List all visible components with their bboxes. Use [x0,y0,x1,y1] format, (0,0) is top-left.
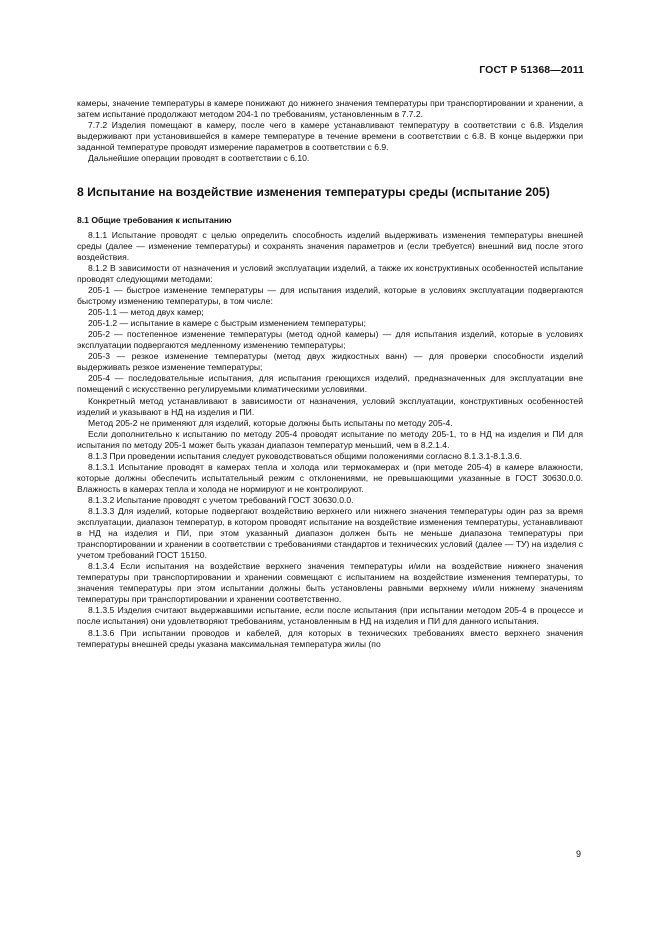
section-heading: 8 Испытание на воздействие изменения температуры среды (испытание 205) [77,185,550,200]
paragraph: 8.1.1 Испытание проводят с целью определить способность изделий выдерживать изменения температуры внешней среды (далее — изменение температуры) и сохранять значения параметров и (если требуется) внешний вид после этого воздействия. [77,229,583,262]
page-number: 9 [575,849,581,859]
document-header: ГОСТ Р 51368—2011 [479,64,584,76]
paragraph: Конкретный метод устанавливают в зависимости от назначения, условий эксплуатации, конструктивных особенностей изделий и указывают в НД на изделия и ПИ. [77,395,583,417]
paragraph: Если дополнительно к испытанию по методу 205-4 проводят испытание по методу 205-1, то в НД на изделия и ПИ для испытания по методу 205-1 может быть указан диапазон температур меньший, чем в 8.2.1.4. [77,428,583,450]
spacer [77,200,583,215]
paragraph: 8.1.2 В зависимости от назначения и условий эксплуатации изделий, а также их конструктивных особенностей испытание проводят следующими методами: [77,262,583,285]
paragraph: 205-3 — резкое изменение температуры (метод двух жидкостных ванн) — для проверки способности изделий выдерживать резкое изменение температуры; [77,351,583,373]
paragraph: 205-1.2 — испытание в камере с быстрым изменением температуры; [88,318,366,329]
paragraph: 8.1.3.6 При испытании проводов и кабелей, для которых в технических требованиях вместо верхнего значения температуры внешней среды указана максимальная температура жилы (по [77,627,583,649]
paragraph: 8.1.3.3 Для изделий, которые подвергают воздействию верхнего или нижнего значения температуры один раз за время эксплуатации, диапазон температур, в котором проводят испытание на воздействие изменения температуры, устанавливают в НД на изделия и ПИ, при этом указанный диапазон должен быть не меньше диапазона температуры при транспортировании и хранении в соответствии с требованиями стандартов и технических условий (далее — ТУ) на изделия с учетом требований ГОСТ 15150. [77,506,583,561]
spacer [77,164,583,185]
paragraph: 8.1.3.1 Испытание проводят в камерах тепла и холода или термокамерах и (при методе 205-4) в камере влажности, которые должны обеспечить испытательный режим с отклонениями, не превышающими указанные в ГОСТ 30630.0.0. Влажность в камерах тепла и холода не нормируют и не контролируют. [77,461,583,494]
paragraph: 205-1 — быстрое изменение температуры — для испытания изделий, которые в условиях эксплуатации подвергаются быстрому изменению температуры, в том числе: [77,285,583,307]
paragraph: Метод 205-2 не применяют для изделий, которые должны быть испытаны по методу 205-4. [88,417,453,428]
subsection-heading: 8.1 Общие требования к испытанию [77,214,232,225]
paragraph: 205-4 — последовательные испытания, для испытания греющихся изделий, предназначенных для эксплуатации вне помещений с искусственно регулируемыми климатическими условиями. [77,373,583,395]
paragraph: 8.1.3 При проведении испытания следует руководствоваться общими положениями согласно 8.1.3.1-8.1.3.6. [88,450,522,461]
paragraph: 205-2 — постепенное изменение температуры (метод одной камеры) — для испытания изделий, которые в условиях эксплуатации подвергаются медленному изменению температуры; [77,329,583,351]
paragraph: 8.1.3.4 Если испытания на воздействие верхнего значения температуры и/или на воздействие нижнего значения температуры при транспортировании и хранении совмещают с испытанием на воздействие изменения температуры, то значения температуры при этом испытании должны быть установлены равными верхнему и/или нижнему значениям температуры при транспортировании и хранении соответственно. [77,561,583,605]
paragraph: 205-1.1 — метод двух камер; [88,307,204,318]
paragraph: 7.7.2 Изделия помещают в камеру, после чего в камере устанавливают температуру в соответствии с 6.8. Изделия выдерживают при установившейся в камере температуре в течение времени в соответствии с 6.8. В конце выдержки при заданной температуре проводят измерение параметров в соответствии с 6.9. [77,120,583,153]
paragraph: 8.1.3.5 Изделия считают выдержавшими испытание, если после испытания (при испытании методом 205-4 в процессе и после испытания) они удовлетворяют требованиям, установленным в НД на изделия и ПИ для данного испытания. [77,605,583,627]
document-body [77,98,583,650]
paragraph: камеры, значение температуры в камере понижают до нижнего значения температуры при транспортировании и хранении, а затем испытание продолжают методом 204-1 по требованиям, установленным в 7.7.2. [77,98,583,120]
paragraph: Дальнейшие операции проводят в соответствии с 6.10. [88,153,310,164]
paragraph: 8.1.3.2 Испытание проводят с учетом требований ГОСТ 30630.0.0. [88,494,354,505]
